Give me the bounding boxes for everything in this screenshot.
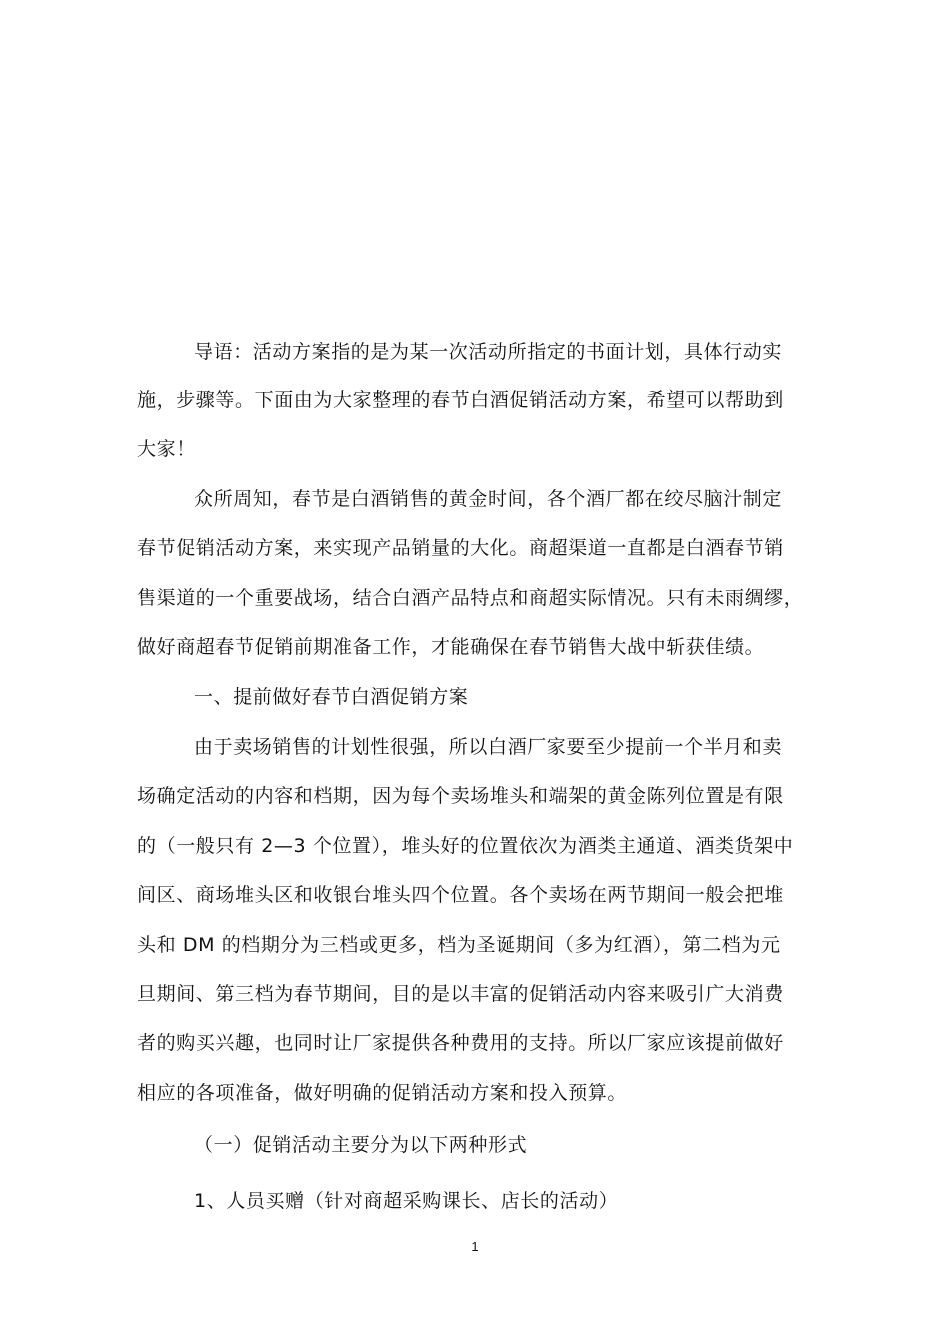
- intro-line-2: 施，步骤等。下面由为大家整理的春节白酒促销活动方案，希望可以帮助到: [137, 389, 784, 411]
- body-paragraph-1-line-1: 众所周知，春节是白酒销售的黄金时间，各个酒厂都在绞尽脑汁制定: [194, 488, 783, 510]
- subsection-heading-1: （一）促销活动主要分为以下两种形式: [194, 1134, 528, 1156]
- body-paragraph-2-line-3: 的（一般只有 2—3 个位置），堆头好的位置依次为酒类主通道、酒类货架中: [137, 835, 794, 857]
- intro-line-1: 导语：活动方案指的是为某一次活动所指定的书面计划，具体行动实: [194, 341, 783, 363]
- body-paragraph-2-line-5: 头和 DM 的档期分为三档或更多，档为圣诞期间（多为红酒），第二档为元: [137, 934, 781, 956]
- body-paragraph-2-line-2: 场确定活动的内容和档期，因为每个卖场堆头和端架的黄金陈列位置是有限: [137, 785, 784, 807]
- page-number: 1: [471, 1239, 479, 1254]
- body-paragraph-2-line-4: 间区、商场堆头区和收银台堆头四个位置。各个卖场在两节期间一般会把堆: [137, 884, 784, 906]
- body-paragraph-2-line-7: 者的购买兴趣，也同时让厂家提供各种费用的支持。所以厂家应该提前做好: [137, 1032, 784, 1054]
- body-paragraph-2-line-6: 旦期间、第三档为春节期间，目的是以丰富的促销活动内容来吸引广大消费: [137, 983, 784, 1005]
- intro-line-3: 大家！: [137, 438, 196, 460]
- body-paragraph-2-line-1: 由于卖场销售的计划性很强，所以白酒厂家要至少提前一个半月和卖: [194, 736, 783, 758]
- body-paragraph-2-line-8: 相应的各项准备，做好明确的促销活动方案和投入预算。: [137, 1082, 628, 1104]
- section-heading-1: 一、提前做好春节白酒促销方案: [194, 686, 469, 708]
- body-paragraph-1-line-4: 做好商超春节促销前期准备工作，才能确保在春节销售大战中斩获佳绩。: [137, 636, 765, 658]
- list-item-1: 1、人员买赠（针对商超采购课长、店长的活动）: [194, 1190, 619, 1212]
- body-paragraph-1-line-2: 春节促销活动方案，来实现产品销量的大化。商超渠道一直都是白酒春节销: [137, 537, 784, 559]
- body-paragraph-1-line-3: 售渠道的一个重要战场，结合白酒产品特点和商超实际情况。只有未雨绸缪，: [137, 587, 804, 609]
